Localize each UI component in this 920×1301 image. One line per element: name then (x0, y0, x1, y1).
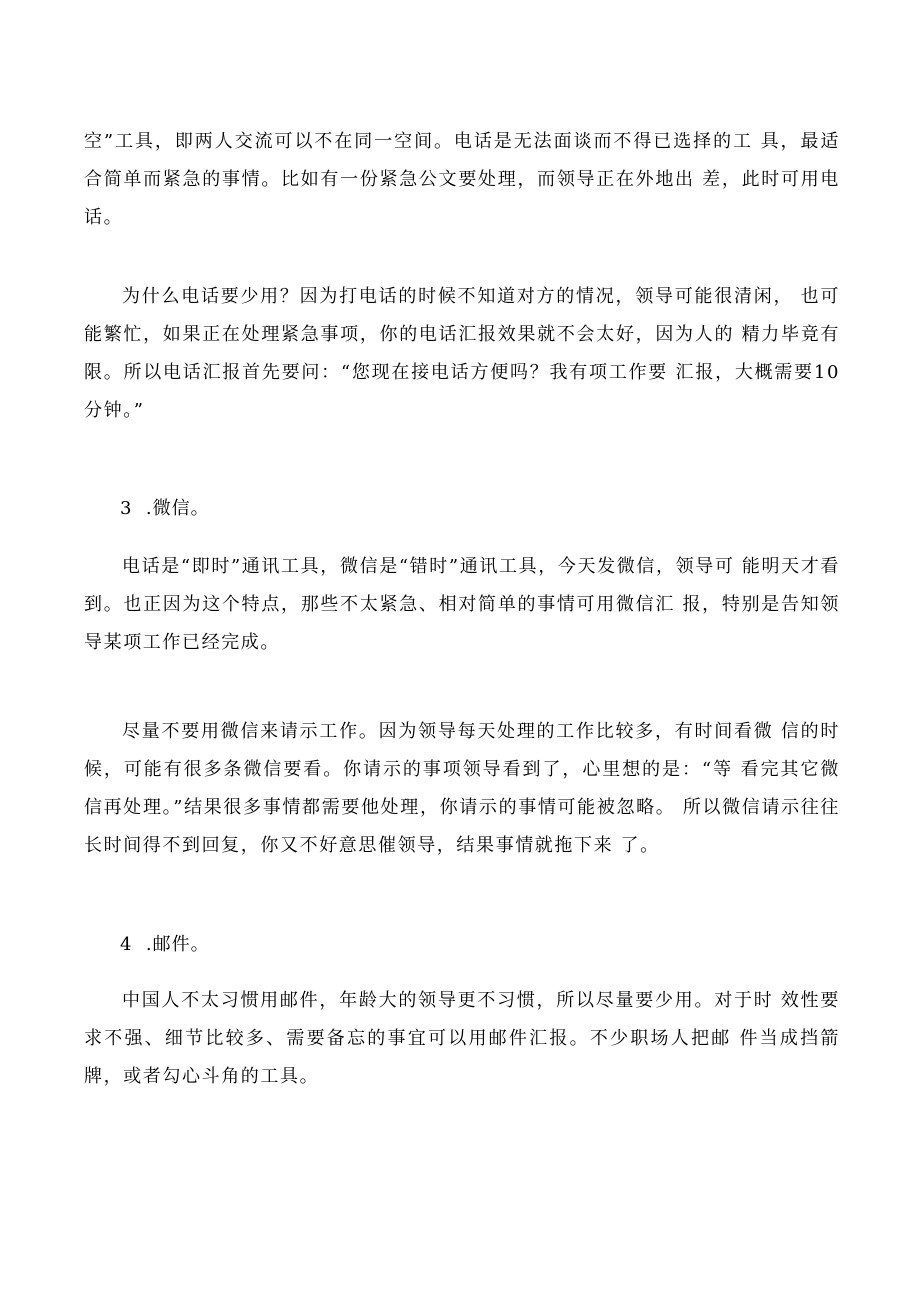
section-heading: 4 .邮件。 (120, 934, 210, 955)
body-paragraph: 为什么电话要少用？因为打电话的时候不知道对方的情况，领导可能很清闲， 也可能繁忙，如果正在处理紧急事项，你的电话汇报效果就不会太好，因为人的 精力毕竟有限。所以电话汇报首先要问：“您现在接电话方便吗？我有项工作要 汇报，大概需要10分钟。” (84, 286, 840, 421)
body-paragraph: 中国人不太习惯用邮件，年龄大的领导更不习惯，所以尽量要少用。对于时 效性要求不强、细节比较多、需要备忘的事宜可以用邮件汇报。不少职场人把邮 件当成挡箭牌，或者勾心斗角的工具。 (84, 990, 840, 1087)
body-paragraph: 电话是“即时”通讯工具，微信是“错时”通讯工具，今天发微信，领导可 能明天才看到。也正因为这个特点，那些不太紧急、相对简单的事情可用微信汇 报，特别是告知领导某项工作已经完成。 (84, 556, 840, 653)
body-paragraph: 尽量不要用微信来请示工作。因为领导每天处理的工作比较多，有时间看微 信的时候，可能有很多条微信要看。你请示的事项领导看到了，心里想的是：“等 看完其它微信再处理。”结果很多事情都需要他处理，你请示的事情可能被忽略。 所以微信请示往往长时间得不到回复，你又不好意思催领导，结果事情就拖下来 了。 (84, 721, 840, 856)
body-paragraph: 空”工具，即两人交流可以不在同一空间。电话是无法面谈而不得已选择的工 具，最适合简单而紧急的事情。比如有一份紧急公文要处理，而领导正在外地出 差，此时可用电话。 (84, 131, 840, 228)
section-heading: 3 .微信。 (120, 498, 210, 519)
